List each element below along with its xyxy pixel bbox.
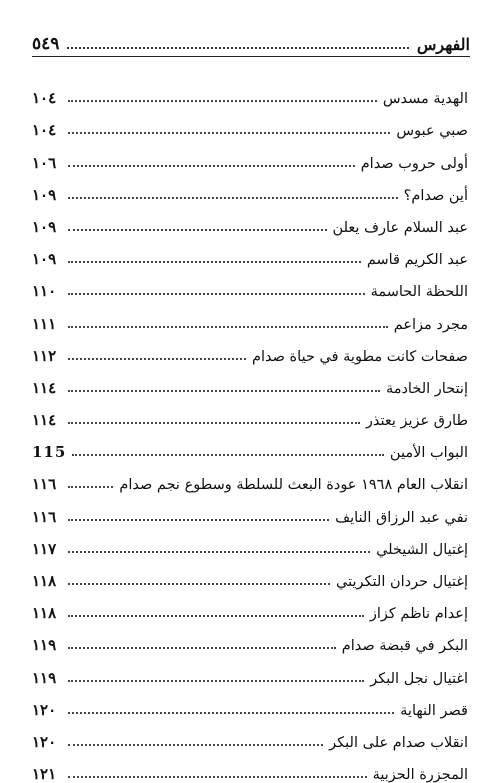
toc-entry[interactable] bbox=[32, 590, 470, 622]
dot-leader bbox=[68, 647, 336, 649]
toc-entry-page: ١١٤ bbox=[32, 378, 57, 397]
toc-entry-page: ١٢٠ bbox=[32, 700, 57, 719]
toc-entry-page: ١١٨ bbox=[32, 604, 57, 623]
toc-entry-page: ١١٧ bbox=[32, 539, 57, 558]
dot-leader bbox=[68, 680, 364, 682]
toc-entry[interactable] bbox=[32, 107, 470, 139]
toc-entry-title: مجرد مزاعم bbox=[393, 316, 468, 333]
toc-entry-page: ١١٤ bbox=[32, 411, 57, 430]
dot-leader bbox=[68, 197, 398, 199]
toc-entry[interactable] bbox=[32, 558, 470, 590]
dot-leader bbox=[68, 165, 355, 167]
page-header bbox=[32, 28, 470, 57]
toc-entry-title: أين صدام؟ bbox=[403, 187, 468, 204]
toc-entry[interactable] bbox=[32, 719, 470, 751]
toc-list bbox=[32, 75, 470, 783]
toc-entry-page: ١٠٤ bbox=[32, 121, 57, 140]
dot-leader bbox=[68, 100, 377, 102]
toc-entry-page: ١٠٤ bbox=[32, 89, 57, 108]
dot-leader bbox=[68, 132, 390, 134]
toc-entry[interactable] bbox=[32, 429, 470, 461]
toc-entry-page: 115 bbox=[32, 443, 67, 462]
toc-entry-title: البكر في قبضة صدام bbox=[341, 638, 468, 655]
dot-leader bbox=[68, 583, 330, 585]
toc-entry[interactable] bbox=[32, 493, 470, 525]
dot-leader bbox=[72, 454, 384, 456]
toc-entry-title: المجزرة الحزبية bbox=[372, 767, 468, 783]
toc-entry[interactable] bbox=[32, 751, 470, 783]
toc-entry-title: إغتيال حردان التكريتي bbox=[336, 574, 468, 590]
toc-entry[interactable] bbox=[32, 204, 470, 236]
toc-entry[interactable] bbox=[32, 654, 470, 686]
toc-entry-page: ١١٦ bbox=[32, 475, 57, 494]
toc-entry-page: ١١٩ bbox=[32, 636, 57, 655]
toc-entry-page: ١٠٩ bbox=[32, 217, 57, 236]
dot-leader bbox=[68, 486, 113, 488]
dot-leader bbox=[68, 229, 327, 231]
dot-leader bbox=[68, 712, 394, 714]
dot-leader bbox=[68, 776, 367, 778]
toc-entry[interactable] bbox=[32, 236, 470, 268]
toc-entry[interactable] bbox=[32, 461, 470, 493]
toc-entry-title: انقلاب العام ١٩٦٨ عودة البعث للسلطة وسطوع نجم صدام bbox=[119, 477, 468, 494]
toc-entry[interactable] bbox=[32, 333, 470, 365]
dot-leader bbox=[68, 390, 380, 392]
toc-entry-page: ١١٩ bbox=[32, 668, 57, 687]
toc-entry[interactable] bbox=[32, 172, 470, 204]
toc-entry-page: ١٢٠ bbox=[32, 732, 57, 751]
toc-entry-title: طارق عزيز يعتذر bbox=[365, 413, 468, 430]
header-dot-leader bbox=[67, 47, 408, 49]
toc-entry-title: عبد السلام عارف يعلن bbox=[332, 219, 468, 236]
toc-entry-page: ١١٦ bbox=[32, 507, 57, 526]
dot-leader bbox=[68, 744, 323, 746]
toc-entry[interactable] bbox=[32, 300, 470, 332]
toc-entry-page: ١٠٩ bbox=[32, 250, 57, 269]
toc-entry-title: قصر النهاية bbox=[400, 702, 468, 719]
toc-entry-title: انقلاب صدام على البكر bbox=[329, 734, 468, 751]
dot-leader bbox=[68, 615, 364, 617]
toc-entry-title: صفحات كانت مطوية في حياة صدام bbox=[252, 348, 468, 365]
toc-entry-title: اغتيال نجل البكر bbox=[370, 670, 468, 687]
toc-entry-page: ١١٠ bbox=[32, 282, 57, 301]
toc-entry-title: إعدام ناظم كزاز bbox=[369, 606, 468, 623]
dot-leader bbox=[68, 519, 329, 521]
toc-entry[interactable] bbox=[32, 365, 470, 397]
dot-leader bbox=[68, 551, 370, 553]
toc-entry-title: صبي عبوس bbox=[396, 123, 468, 140]
toc-entry-title: أولى حروب صدام bbox=[360, 155, 468, 172]
toc-entry-title: الهدية مسدس bbox=[382, 91, 468, 108]
dot-leader bbox=[68, 422, 360, 424]
toc-entry-title: إغتيال الشيخلي bbox=[376, 541, 468, 558]
header-title: الفهرس bbox=[416, 35, 470, 54]
dot-leader bbox=[68, 261, 361, 263]
toc-entry[interactable] bbox=[32, 268, 470, 300]
toc-entry[interactable] bbox=[32, 75, 470, 107]
toc-entry-title: إنتحار الخادمة bbox=[385, 380, 468, 397]
toc-entry-page: ١١١ bbox=[32, 314, 57, 333]
toc-entry-page: ١٠٩ bbox=[32, 185, 57, 204]
toc-entry-title: نفي عبد الرزاق النايف bbox=[335, 509, 468, 526]
toc-entry-page: ١١٢ bbox=[32, 346, 57, 365]
toc-entry-title: البواب الأمين bbox=[389, 445, 468, 462]
toc-entry[interactable] bbox=[32, 397, 470, 429]
toc-entry-page: ١٢١ bbox=[32, 765, 57, 783]
dot-leader bbox=[68, 326, 388, 328]
toc-entry[interactable] bbox=[32, 622, 470, 654]
toc-entry-page: ١١٨ bbox=[32, 572, 57, 590]
dot-leader bbox=[68, 293, 365, 295]
dot-leader bbox=[68, 358, 246, 360]
toc-entry[interactable] bbox=[32, 139, 470, 171]
header-page-number: ٥٤٩ bbox=[32, 34, 60, 54]
toc-entry-title: اللحظة الحاسمة bbox=[370, 284, 468, 301]
toc-entry[interactable] bbox=[32, 687, 470, 719]
toc-entry-page: ١٠٦ bbox=[32, 153, 57, 172]
toc-entry[interactable] bbox=[32, 526, 470, 558]
toc-entry-title: عبد الكريم قاسم bbox=[366, 252, 468, 269]
